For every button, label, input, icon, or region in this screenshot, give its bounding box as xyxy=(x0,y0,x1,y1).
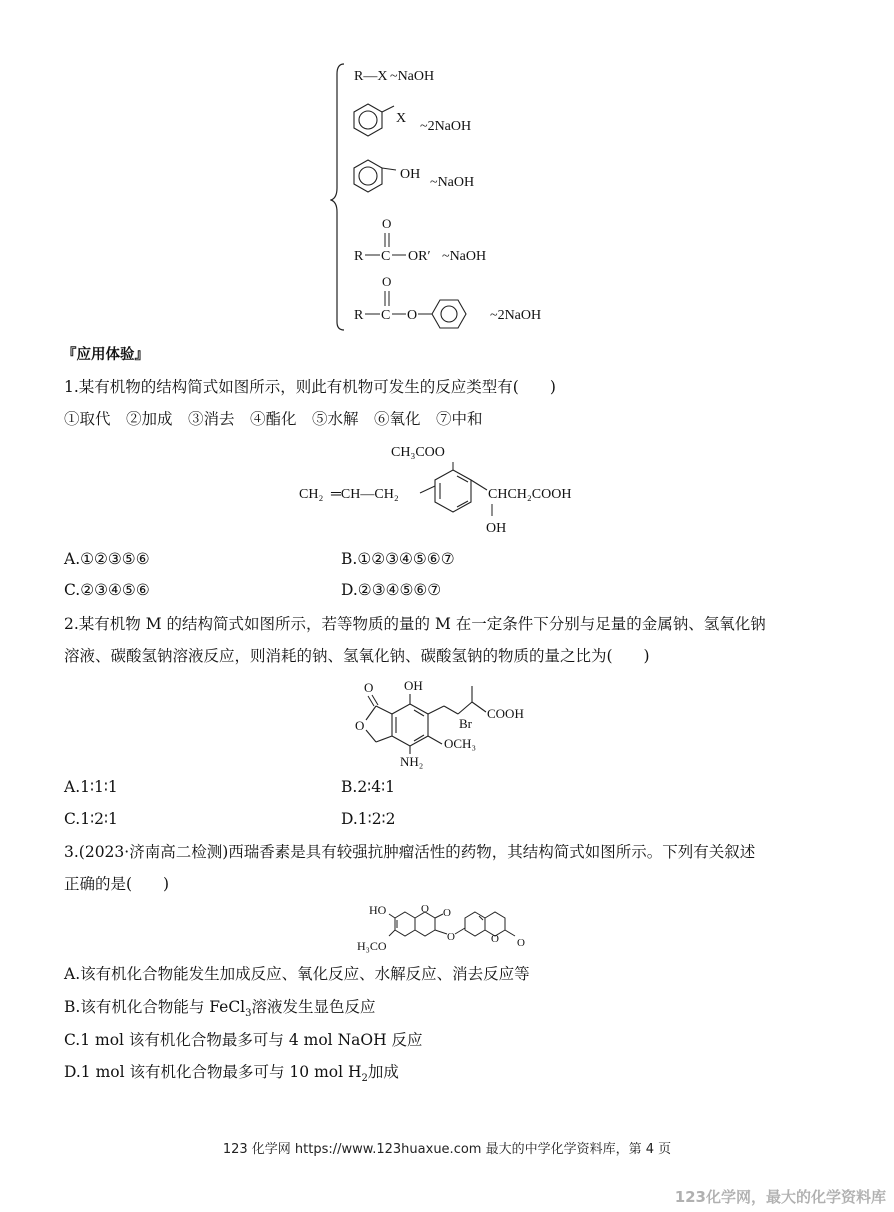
q3-o-carbonyl2: O xyxy=(517,937,525,949)
q1-benzene-ring xyxy=(435,470,487,512)
row5-o2: O xyxy=(407,308,418,323)
q3-structure xyxy=(355,896,545,958)
q2-o2: O xyxy=(355,718,365,733)
row4-r: R xyxy=(354,249,364,264)
q2-och3: OCH₃ xyxy=(444,736,476,751)
q3-choice-d xyxy=(64,1062,399,1089)
q3-choice-b-pre: B.该有机化合物能与 FeCl xyxy=(64,998,246,1016)
q1-choice-c: C.②③④⑤⑥ xyxy=(64,581,150,599)
q3-choice-c: C.1 mol 该有机化合物最多可与 4 mol NaOH 反应 xyxy=(64,1031,423,1049)
benzene-ring-2 xyxy=(354,160,396,192)
q3-stem-line2: 正确的是( ) xyxy=(64,875,170,893)
q2-stem-line1: 2.某有机物 M 的结构简式如图所示，若等物质的量的 M 在一定条件下分别与足量的金属钠、氢氧化钠 xyxy=(64,615,766,633)
q2-br: Br xyxy=(459,716,472,731)
q1-choice-a: A.①②③⑤⑥ xyxy=(64,550,150,568)
q3-choice-d-sub: 2 xyxy=(361,1073,368,1085)
q3-o-carbonyl1: O xyxy=(443,907,451,919)
q3-o-bridge: O xyxy=(447,931,455,943)
q2-choice-b: B.2∶4∶1 xyxy=(341,778,395,796)
benzene-ring-3 xyxy=(432,300,466,328)
q3-choice-b-post: 溶液发生显色反应 xyxy=(251,998,376,1016)
q1-bottom-group: OH xyxy=(486,521,507,536)
brace-svg xyxy=(330,60,570,335)
q3-coumarin-right xyxy=(455,912,515,936)
q3-choice-d-post: 加成 xyxy=(367,1063,399,1081)
left-brace xyxy=(331,64,344,330)
q2-nh2: NH₂ xyxy=(400,754,424,769)
row2-substituent: X xyxy=(396,111,407,126)
q3-choice-b xyxy=(64,997,376,1024)
q3-stem-line1: 3.(2023·济南高二检测)西瑞香素是具有较强抗肿瘤活性的药物，其结构简式如图所示。下列有关叙述 xyxy=(64,843,756,861)
row5-c: C xyxy=(381,308,391,323)
row2-reagent: ~2NaOH xyxy=(420,119,472,134)
q3-h3co: H₃CO xyxy=(357,939,387,953)
row4-reagent: ~NaOH xyxy=(442,249,487,264)
row5-reagent: ~2NaOH xyxy=(490,308,542,323)
q3-o-ring2: O xyxy=(491,933,499,945)
q3-choice-b-sub: 3 xyxy=(245,1008,252,1020)
q2-lactone-ring xyxy=(366,706,392,742)
row3-reagent: ~NaOH xyxy=(430,175,475,190)
q2-stem-line2: 溶液、碳酸氢钠溶液反应，则消耗的钠、氢氧化钠、碳酸氢钠的物质的量之比为( ) xyxy=(64,647,650,665)
q1-choice-b: B.①②③④⑤⑥⑦ xyxy=(341,550,455,568)
q1-structure xyxy=(295,438,615,538)
row1-reagent: ~NaOH xyxy=(390,69,435,84)
section-title: 『应用体验』 xyxy=(62,347,149,363)
q1-chain: ═CH—CH₂ xyxy=(331,487,399,502)
row4-c: C xyxy=(381,249,391,264)
q1-choice-d: D.②③④⑤⑥⑦ xyxy=(341,581,442,599)
q3-choice-a: A.该有机化合物能发生加成反应、氧化反应、水解反应、消去反应等 xyxy=(64,965,530,983)
q1-left-group: CH₂ xyxy=(299,487,324,502)
row4-tail: OR′ xyxy=(408,249,431,264)
q3-choice-d-pre: D.1 mol 该有机化合物最多可与 10 mol H xyxy=(64,1063,362,1081)
row1-formula: R—X xyxy=(354,69,388,84)
page-footer: 123 化学网 https://www.123huaxue.com 最大的中学化学资料库，第 4 页 xyxy=(222,1142,672,1157)
row5-o: O xyxy=(382,274,392,289)
q2-oh: OH xyxy=(404,678,423,693)
q3-ho: HO xyxy=(369,903,387,917)
q2-choice-d: D.1∶2∶2 xyxy=(341,810,396,828)
q1-right-group: CHCH₂COOH xyxy=(488,487,572,502)
benzene-ring-1 xyxy=(354,104,394,136)
row5-r: R xyxy=(354,308,364,323)
q1-options-line: ①取代 ②加成 ③消去 ④酯化 ⑤水解 ⑥氧化 ⑦中和 xyxy=(64,410,483,428)
q2-choice-c: C.1∶2∶1 xyxy=(64,810,118,828)
q1-top-group: CH₃COO xyxy=(391,445,445,460)
q2-o1: O xyxy=(364,680,374,695)
q2-cooh: COOH xyxy=(487,706,524,721)
q2-choice-a: A.1∶1∶1 xyxy=(64,778,118,796)
row3-substituent: OH xyxy=(400,167,421,182)
q1-stem: 1.某有机物的结构简式如图所示，则此有机物可发生的反应类型有( ) xyxy=(64,378,556,396)
q3-coumarin-left xyxy=(389,912,447,936)
row4-o: O xyxy=(382,216,392,231)
q2-structure xyxy=(352,672,552,772)
watermark: 123化学网，最大的化学资料库 xyxy=(674,1188,886,1206)
q3-o-ring1: O xyxy=(421,903,429,915)
